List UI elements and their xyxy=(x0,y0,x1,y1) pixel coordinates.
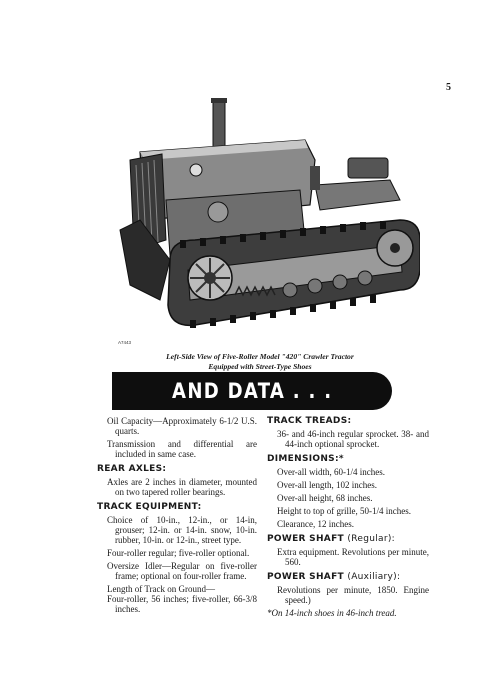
track-equipment-item: Oversize Idler—Regular on five-roller frame; optional on four-roller frame. xyxy=(107,561,257,581)
heading-label: POWER SHAFT xyxy=(267,572,344,582)
photo-plate-number: A7443 xyxy=(118,340,132,345)
banner-title: AND DATA . . . xyxy=(171,379,333,403)
dimensions-heading: DIMENSIONS:* xyxy=(267,454,344,464)
left-column xyxy=(97,416,257,617)
power-shaft-auxiliary-heading xyxy=(267,572,429,583)
section-banner xyxy=(112,372,392,410)
rear-axles-heading: REAR AXLES: xyxy=(97,464,167,474)
track-equipment-item: Choice of 10-in., 12-in., or 14-in, grouser; 12-in. or 14-in. snow, 10-in. rubber, 10-in. or 12-in., street type. xyxy=(107,515,257,545)
caption-line: Left-Side View of Five-Roller Model "420" Crawler Tractor xyxy=(166,352,354,361)
track-treads-heading: TRACK TREADS: xyxy=(267,416,352,426)
transmission-note: Transmission and differential are included in same case. xyxy=(107,439,257,459)
dimensions-item: Over-all height, 68 inches. xyxy=(277,493,373,503)
track-treads-item: 36- and 46-inch regular sprocket. 38- and 44-inch optional sprocket. xyxy=(277,429,429,449)
heading-label: POWER SHAFT xyxy=(267,534,344,544)
heading-sub: (Auxiliary): xyxy=(347,572,401,582)
oil-capacity: Oil Capacity—Approximately 6-1/2 U.S. quarts. xyxy=(107,416,257,436)
tractor-photo xyxy=(100,90,420,352)
rear-axles-item: Axles are 2 inches in diameter, mounted on two tapered roller bearings. xyxy=(107,477,257,497)
track-equipment-item: Four-roller, 56 inches; five-roller, 66-3/8 inches. xyxy=(107,594,257,614)
right-column xyxy=(267,416,429,621)
dimensions-item: Clearance, 12 inches. xyxy=(277,519,354,529)
dimensions-item: Over-all length, 102 inches. xyxy=(277,480,378,490)
dimensions-item: Height to top of grille, 50-1/4 inches. xyxy=(277,506,411,516)
heading-sub: (Regular): xyxy=(347,534,395,544)
caption-line: Equipped with Street-Type Shoes xyxy=(208,361,312,371)
power-shaft-auxiliary-item: Revolutions per minute, 1850. Engine speed.) xyxy=(277,585,429,605)
track-equipment-item: Four-roller regular; five-roller optional. xyxy=(107,548,250,558)
track-equipment-heading: TRACK EQUIPMENT: xyxy=(97,502,202,512)
photo-caption xyxy=(120,352,400,371)
page-number: 5 xyxy=(446,82,451,93)
footnote: *On 14-inch shoes in 46-inch tread. xyxy=(267,608,397,618)
power-shaft-regular-item: Extra equipment. Revolutions per minute, 560. xyxy=(277,547,429,567)
track-equipment-item: Length of Track on Ground— xyxy=(107,584,215,594)
dimensions-item: Over-all width, 60-1/4 inches. xyxy=(277,467,386,477)
power-shaft-regular-heading xyxy=(267,534,429,545)
